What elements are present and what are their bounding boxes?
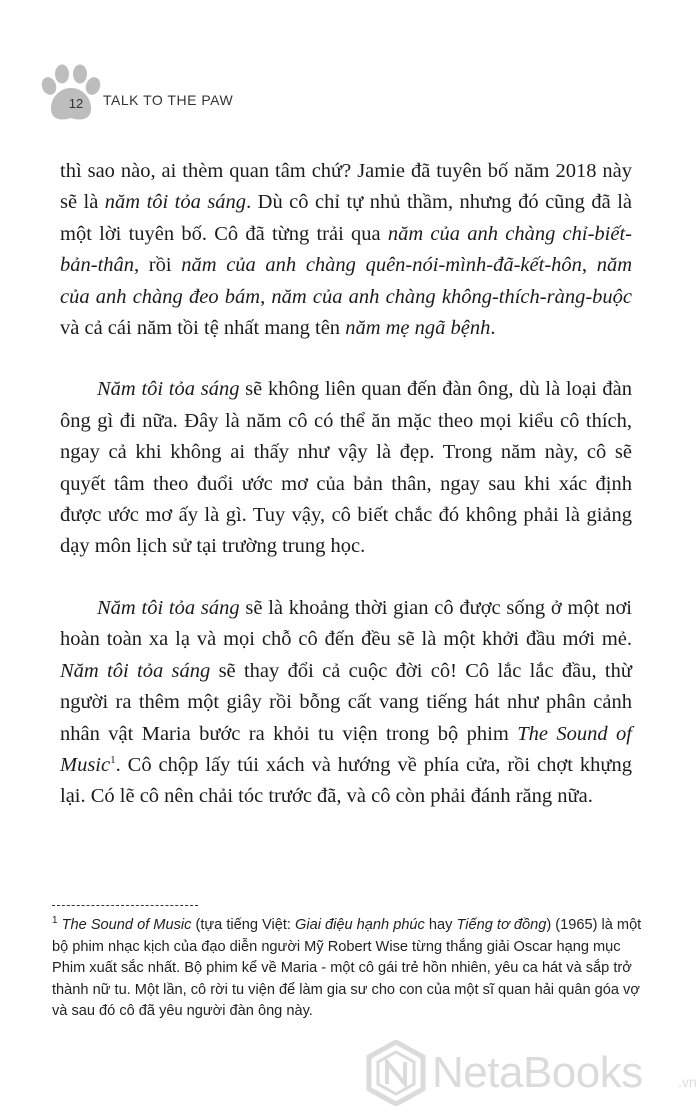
italic-text: năm của anh chàng chỉ-biết-bản-thân bbox=[60, 222, 632, 277]
italic-text: năm tôi tỏa sáng bbox=[104, 191, 247, 214]
footnote-marker: 1 bbox=[110, 754, 116, 767]
italic-text: Giai điệu hạnh phúc bbox=[295, 917, 425, 933]
text-run: , bbox=[581, 254, 597, 277]
footnote-marker: 1 bbox=[52, 915, 58, 927]
body-text bbox=[60, 156, 632, 843]
text-run: thì sao nào, ai thèm quan tâm chứ? Jamie đã tuyên bố năm 2018 này sẽ là bbox=[60, 160, 632, 214]
italic-text: năm của anh chàng đeo bám bbox=[60, 254, 632, 308]
italic-text: The Sound of Music bbox=[61, 917, 192, 933]
text-run: . bbox=[490, 317, 496, 340]
italic-text: Tiếng tơ đồng bbox=[456, 917, 547, 933]
text-run: sẽ không liên quan đến đàn ông, dù là loại đàn ông gì đi nữa. Đây là năm cô có thể ăn mặc theo mọi kiểu cô thích, ngay cả khi không ai thấy như vậy là đẹp. Trong năm này, cô sẽ quyết tâm theo đuổi ước mơ của bản thân, ngay sau khi xác định được ước mơ ấy là gì. Tuy vậy, cô biết chắc đó không phải là giảng dạy môn lịch sử tại trường trung học. bbox=[60, 378, 632, 558]
text-run: , bbox=[260, 285, 272, 308]
paragraph bbox=[60, 374, 632, 562]
paragraph bbox=[60, 593, 632, 813]
text-run: ) (1965) là một bộ phim nhạc kịch của đạo diễn người Mỹ Robert Wise từng thắng giải Oscar hạng mục Phim xuất sắc nhất. Bộ phim kể về Maria - một cô gái trẻ hồn nhiên, yêu ca hát và sắp trở thành nữ tu. Một lần, cô rời tu viện để làm gia sư cho con của một sĩ quan hải quân góa vợ và sau đó cô đã yêu người đàn ông này. bbox=[52, 917, 642, 1020]
italic-text: năm mẹ ngã bệnh bbox=[345, 317, 491, 340]
footnote bbox=[52, 915, 644, 1023]
italic-text: năm của anh chàng không-thích-ràng-buộc bbox=[271, 285, 633, 308]
watermark-suffix: .vn bbox=[678, 1074, 697, 1090]
text-run: . Dù cô chỉ tự nhủ thầm, nhưng đó cũng đã là một lời tuyên bố. Cô đã từng trải qua bbox=[60, 191, 632, 245]
netabooks-logo-icon bbox=[366, 1040, 426, 1106]
italic-text: Năm tôi tỏa sáng bbox=[60, 659, 211, 682]
italic-text: Năm tôi tỏa sáng bbox=[97, 596, 240, 619]
text-run: , rồi bbox=[134, 254, 182, 277]
running-head: TALK TO THE PAW bbox=[103, 92, 234, 108]
page-header bbox=[40, 64, 440, 124]
text-run: sẽ là khoảng thời gian cô được sống ở một nơi hoàn toàn xa lạ và mọi chỗ cô đến đều sẽ là một khởi đầu mới mẻ. bbox=[60, 596, 632, 651]
italic-text: The Sound of Music bbox=[60, 722, 632, 776]
text-run: (tựa tiếng Việt: bbox=[191, 917, 296, 933]
watermark-brand: NetaBooks bbox=[432, 1048, 643, 1097]
italic-text: Năm tôi tỏa sáng bbox=[97, 378, 240, 401]
text-run: sẽ thay đổi cả cuộc đời cô! Cô lắc lắc đầu, thừ người ra thêm một giây rồi bỗng cất vang tiếng hát như phân cảnh nhân vật Maria bước ra khỏi tu viện trong bộ phim bbox=[60, 659, 632, 745]
text-run: và cả cái năm tồi tệ nhất mang tên bbox=[60, 317, 346, 340]
page-number: 12 bbox=[68, 96, 84, 111]
paw-print-icon bbox=[40, 64, 102, 124]
paragraph bbox=[60, 156, 632, 344]
italic-text: năm của anh chàng quên-nói-mình-đã-kết-hôn bbox=[181, 254, 582, 277]
text-run: hay bbox=[424, 917, 457, 933]
text-run: . Cô chộp lấy túi xách và hướng về phía cửa, rồi chợt khựng lại. Có lẽ cô nên chải tóc trước đã, và cô còn phải đánh răng nữa. bbox=[60, 753, 632, 808]
watermark bbox=[366, 1040, 696, 1112]
footnote-separator bbox=[52, 905, 198, 906]
